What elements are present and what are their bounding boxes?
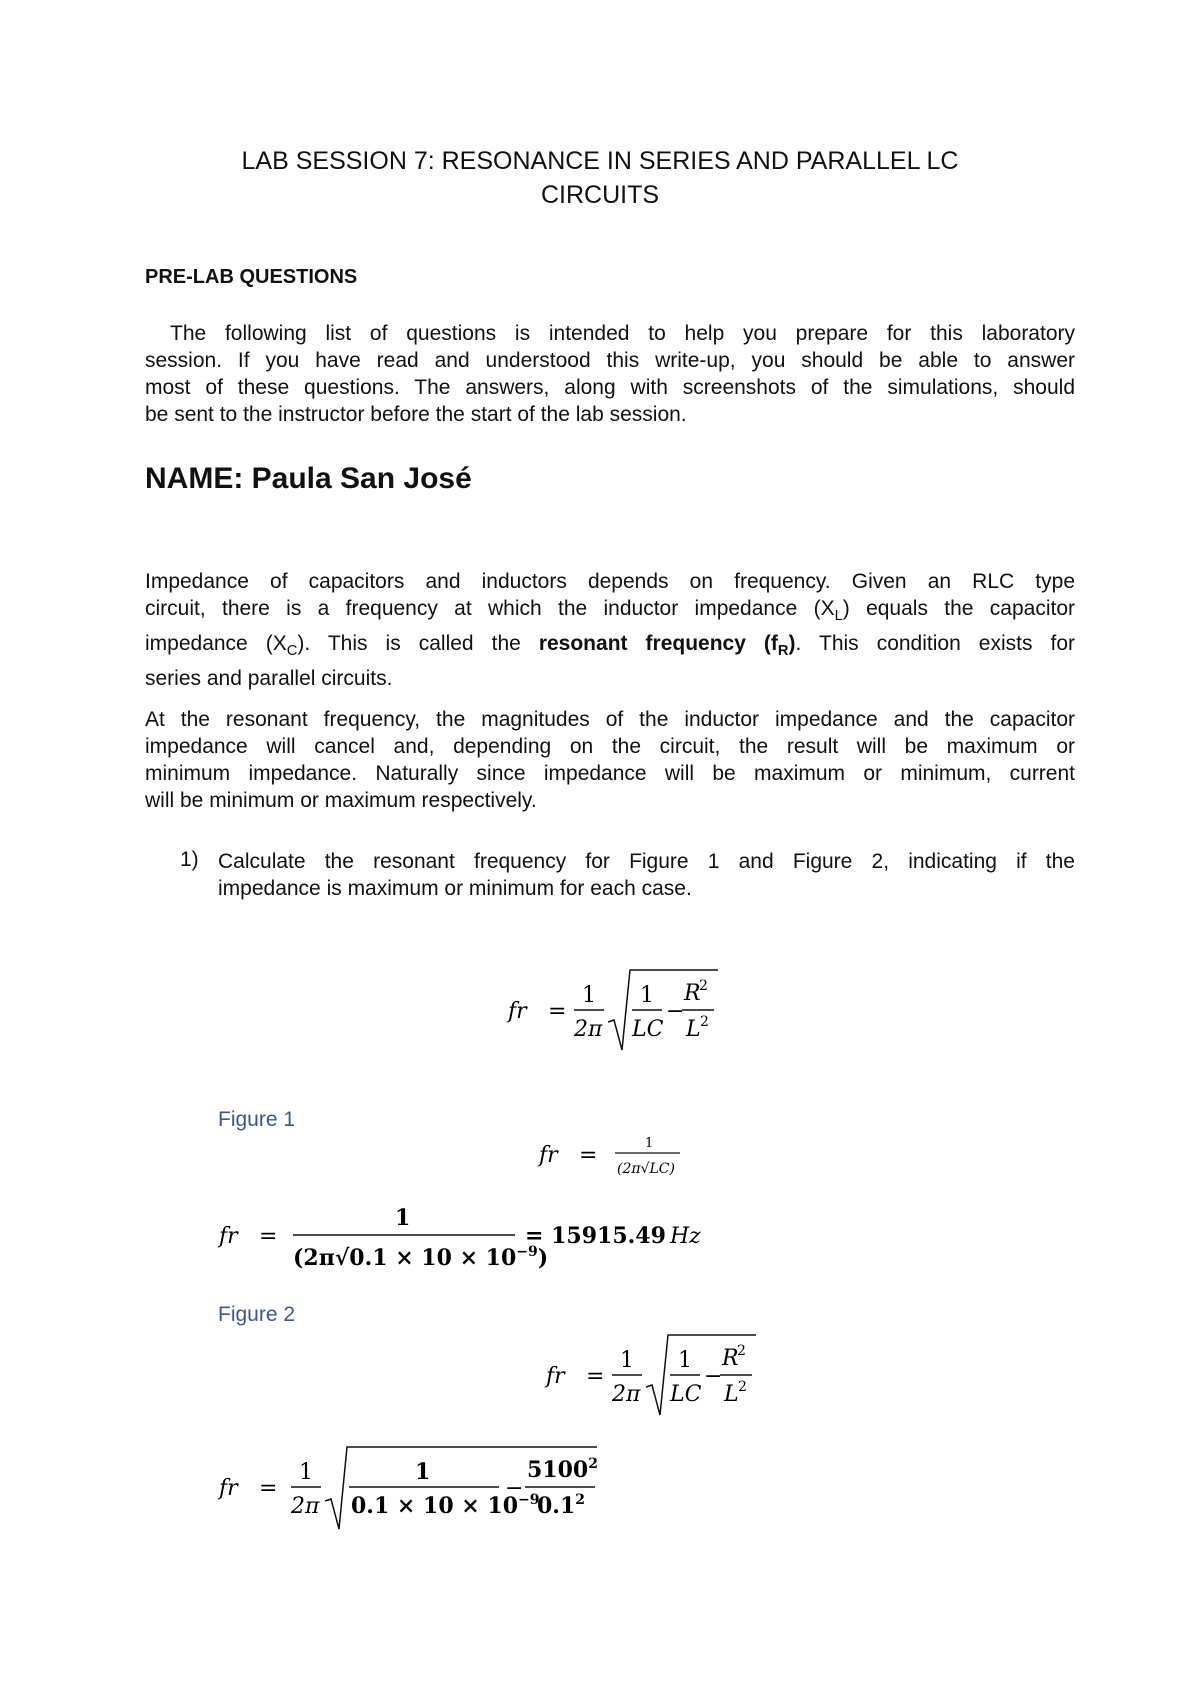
para1-line: impedance $(X_C)$. This is called the resonant frequency $(f_R)$. This condition exists for: [145, 632, 1075, 660]
svg-text:1: 1: [395, 1205, 411, 1231]
svg-text:fr: fr: [219, 1224, 238, 1249]
intro-line: most of these questions. The answers, along with screenshots of the simulations, should: [145, 376, 1075, 399]
resonance-paragraph: [145, 568, 1075, 692]
svg-text:(2π√LC): (2π√LC): [617, 1161, 675, 1177]
svg-text:2π: 2π: [574, 1017, 603, 1042]
svg-text:1: 1: [620, 1348, 634, 1373]
svg-text:R: R: [684, 981, 701, 1006]
svg-text:=: =: [259, 1224, 278, 1249]
figure-2-label: Figure 2: [218, 1303, 296, 1326]
figure-2-calculation: [215, 1435, 635, 1535]
figure-2-inductance: $0.1^2$: [537, 1492, 586, 1519]
figure-1-result: = 15915.49: [525, 1223, 666, 1249]
svg-text:2π: 2π: [612, 1382, 641, 1407]
svg-text:R: R: [722, 1346, 739, 1371]
resonance-paragraph-2: [145, 706, 1075, 814]
svg-text:2π: 2π: [291, 1494, 320, 1519]
svg-text:fr: fr: [546, 1364, 565, 1389]
figure-1-simple-formula: [535, 1125, 715, 1195]
svg-text:1: 1: [678, 1348, 692, 1373]
figure-2-resistance: 5100$^2$: [527, 1456, 598, 1483]
para2-line: minimum impedance. Naturally since impedance will be maximum or minimum, current: [145, 762, 1075, 785]
figure-1-calculation: [215, 1195, 735, 1285]
question-text: Calculate the resonant frequency for Figure 1 and Figure 2, indicating if the impedance is maximum or minimum for each case.: [218, 850, 1075, 900]
para2-line: will be minimum or maximum respectively.: [145, 789, 537, 812]
svg-text:L: L: [686, 1017, 701, 1042]
intro-paragraph: [145, 320, 1075, 428]
intro-line: session. If you have read and understood this write-up, you should be able to answer: [145, 349, 1075, 372]
svg-text:fr: fr: [508, 999, 527, 1024]
svg-text:2: 2: [699, 978, 708, 994]
intro-line: be sent to the instructor before the start of the lab session.: [145, 403, 687, 426]
svg-text:1: 1: [640, 983, 654, 1008]
svg-text:1: 1: [582, 983, 596, 1008]
para1-line: circuit, there is a frequency at which the inductor impedance $(X_L)$ equals the capacitor: [145, 597, 1075, 625]
para1-line: series and parallel circuits.: [145, 667, 393, 691]
svg-text:2: 2: [738, 1379, 747, 1395]
svg-text:fr: fr: [539, 1143, 558, 1168]
svg-text:LC: LC: [670, 1382, 702, 1407]
figure-2-denominator: $0.1 \times 10 \times 10^{-9}$: [351, 1492, 540, 1519]
svg-text:2: 2: [700, 1014, 709, 1030]
question-number: 1): [180, 848, 199, 871]
figure-2-general-formula: [538, 1325, 778, 1425]
svg-text:L: L: [724, 1382, 739, 1407]
hertz-unit: Hz: [670, 1224, 701, 1249]
intro-line: The following list of questions is intended to help you prepare for this laboratory: [170, 322, 1075, 345]
svg-text:1: 1: [645, 1136, 654, 1151]
resonant-frequency-term: resonant frequency $(f_R)$: [538, 632, 796, 660]
general-formula: [500, 960, 740, 1060]
prelab-heading: PRE-LAB QUESTIONS: [145, 266, 358, 288]
svg-text:2: 2: [737, 1343, 746, 1359]
svg-text:=: =: [586, 1364, 605, 1389]
student-name: NAME: Paula San José: [145, 462, 472, 495]
svg-text:=: =: [579, 1143, 598, 1168]
page-title: [0, 144, 1200, 212]
para2-line: At the resonant frequency, the magnitudes of the inductor impedance and the capacitor: [145, 708, 1075, 731]
svg-text:1: 1: [299, 1460, 313, 1485]
title-line-2: CIRCUITS: [540, 181, 660, 209]
svg-text:−: −: [505, 1476, 524, 1501]
svg-text:fr: fr: [219, 1476, 238, 1501]
para2-line: impedance will cancel and, depending on the circuit, the result will be maximum or: [145, 735, 1075, 758]
title-line-1: LAB SESSION 7: RESONANCE IN SERIES AND PARALLEL LC: [241, 147, 959, 175]
svg-text:LC: LC: [632, 1017, 664, 1042]
svg-text:−: −: [666, 999, 685, 1024]
svg-text:=: =: [259, 1476, 278, 1501]
para1-line: Impedance of capacitors and inductors depends on frequency. Given an RLC type: [145, 570, 1075, 593]
svg-text:=: =: [548, 999, 567, 1024]
svg-text:−: −: [704, 1364, 723, 1389]
figure-1-label: Figure 1: [218, 1108, 296, 1131]
svg-text:1: 1: [415, 1459, 431, 1485]
figure-1-denominator: $(2\pi√0.1 \times 10 \times 10^{-9})$: [293, 1244, 549, 1271]
